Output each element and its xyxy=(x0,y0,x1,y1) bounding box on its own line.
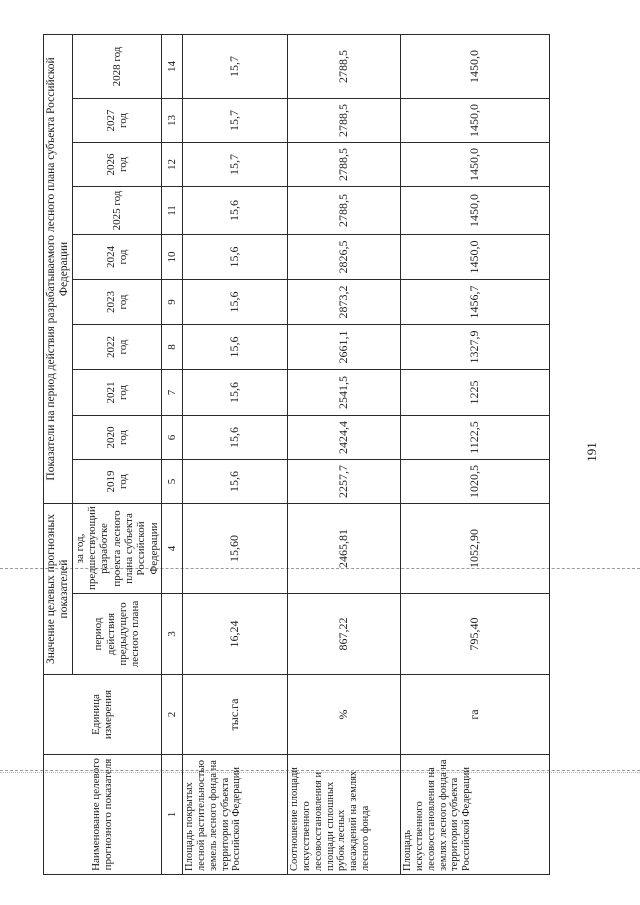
value-2021: 15,6 xyxy=(182,370,287,416)
column-number: 9 xyxy=(161,280,182,325)
value-2024: 15,6 xyxy=(182,235,287,280)
header-forecast-group: Показатели на период действия разрабатываемого лесного плана субъекта Российской Федерации xyxy=(44,34,73,503)
value-2023: 1456,7 xyxy=(400,280,549,325)
column-number: 5 xyxy=(161,460,182,504)
header-year-2021: 2021 год xyxy=(72,370,161,416)
table-row-forest-area xyxy=(182,34,287,874)
value-2027: 2788,5 xyxy=(287,99,400,143)
header-year-2019: 2019 год xyxy=(72,460,161,504)
column-number: 2 xyxy=(161,675,182,755)
row-unit: % xyxy=(287,675,400,755)
row-name: Соотношение площади искусственного лесовосстановления и площади сплошных рубок лесных насаждений на землях лесного фонда xyxy=(287,755,400,875)
header-unit-column: Единица измерения xyxy=(44,675,162,755)
header-year-2024: 2024 год xyxy=(72,235,161,280)
table-row-artificial-reforestation-area xyxy=(400,34,549,874)
header-year-2020: 2020 год xyxy=(72,416,161,460)
value-2024: 2826,5 xyxy=(287,235,400,280)
value-2026: 2788,5 xyxy=(287,143,400,187)
value-2025: 15,6 xyxy=(182,187,287,235)
row-unit: тыс.га xyxy=(182,675,287,755)
header-year-2027: 2027 год xyxy=(72,99,161,143)
value-2025: 2788,5 xyxy=(287,187,400,235)
value-2026: 1450,0 xyxy=(400,143,549,187)
header-year-2025: 2025 год xyxy=(72,187,161,235)
value-2021: 2541,5 xyxy=(287,370,400,416)
value-2020: 1122,5 xyxy=(400,416,549,460)
header-year-2023: 2023 год xyxy=(72,280,161,325)
value-2022: 1327,9 xyxy=(400,325,549,370)
header-year-2026: 2026 год xyxy=(72,143,161,187)
row-prev-year-value: 1052,90 xyxy=(400,504,549,594)
row-name: Площадь покрытых лесной растительностью земель лесного фонда на территории субъекта Российской Федерации xyxy=(182,755,287,875)
column-number: 3 xyxy=(161,594,182,675)
value-2026: 15,7 xyxy=(182,143,287,187)
value-2028: 1450,0 xyxy=(400,34,549,98)
value-2023: 15,6 xyxy=(182,280,287,325)
value-2027: 1450,0 xyxy=(400,99,549,143)
header-name-column: Наименование целевого прогнозного показателя xyxy=(44,755,162,875)
value-2027: 15,7 xyxy=(182,99,287,143)
row-name: Площадь искусственного лесовосстановления на землях лесного фонда на территории субъекта Российской Федерации xyxy=(400,755,549,875)
value-2020: 2424,4 xyxy=(287,416,400,460)
header-prev-year: за год, предшествующий разработке проекта лесного плана субъекта Российской Федерации xyxy=(72,504,161,594)
value-2024: 1450,0 xyxy=(400,235,549,280)
row-prev-plan-value: 795,40 xyxy=(400,594,549,675)
column-number: 8 xyxy=(161,325,182,370)
header-prev-plan-period: период действия предыдущего лесного плана xyxy=(72,594,161,675)
value-2022: 2661,1 xyxy=(287,325,400,370)
column-number: 4 xyxy=(161,504,182,594)
value-2022: 15,6 xyxy=(182,325,287,370)
table-row-reforestation-ratio xyxy=(287,34,400,874)
rotated-table-wrapper xyxy=(43,46,531,875)
column-number: 7 xyxy=(161,370,182,416)
value-2020: 15,6 xyxy=(182,416,287,460)
row-prev-plan-value: 16,24 xyxy=(182,594,287,675)
header-year-2028: 2028 год xyxy=(72,34,161,98)
row-prev-plan-value: 867,22 xyxy=(287,594,400,675)
column-number: 6 xyxy=(161,416,182,460)
value-2021: 1225 xyxy=(400,370,549,416)
column-number: 14 xyxy=(161,34,182,98)
row-unit: га xyxy=(400,675,549,755)
column-number: 11 xyxy=(161,187,182,235)
row-prev-year-value: 15,60 xyxy=(182,504,287,594)
value-2025: 1450,0 xyxy=(400,187,549,235)
value-2028: 15,7 xyxy=(182,34,287,98)
value-2023: 2873,2 xyxy=(287,280,400,325)
page-number: 191 xyxy=(584,442,599,462)
forest-indicators-table xyxy=(43,34,550,875)
value-2019: 1020,5 xyxy=(400,460,549,504)
column-number: 1 xyxy=(161,755,182,875)
header-year-2022: 2022 год xyxy=(72,325,161,370)
value-2019: 2257,7 xyxy=(287,460,400,504)
column-number-row xyxy=(161,34,182,874)
value-2028: 2788,5 xyxy=(287,34,400,98)
column-number: 12 xyxy=(161,143,182,187)
row-prev-year-value: 2465,81 xyxy=(287,504,400,594)
column-number: 13 xyxy=(161,99,182,143)
column-number: 10 xyxy=(161,235,182,280)
header-values-group: Значение целевых прогнозных показателей xyxy=(44,504,73,675)
value-2019: 15,6 xyxy=(182,460,287,504)
